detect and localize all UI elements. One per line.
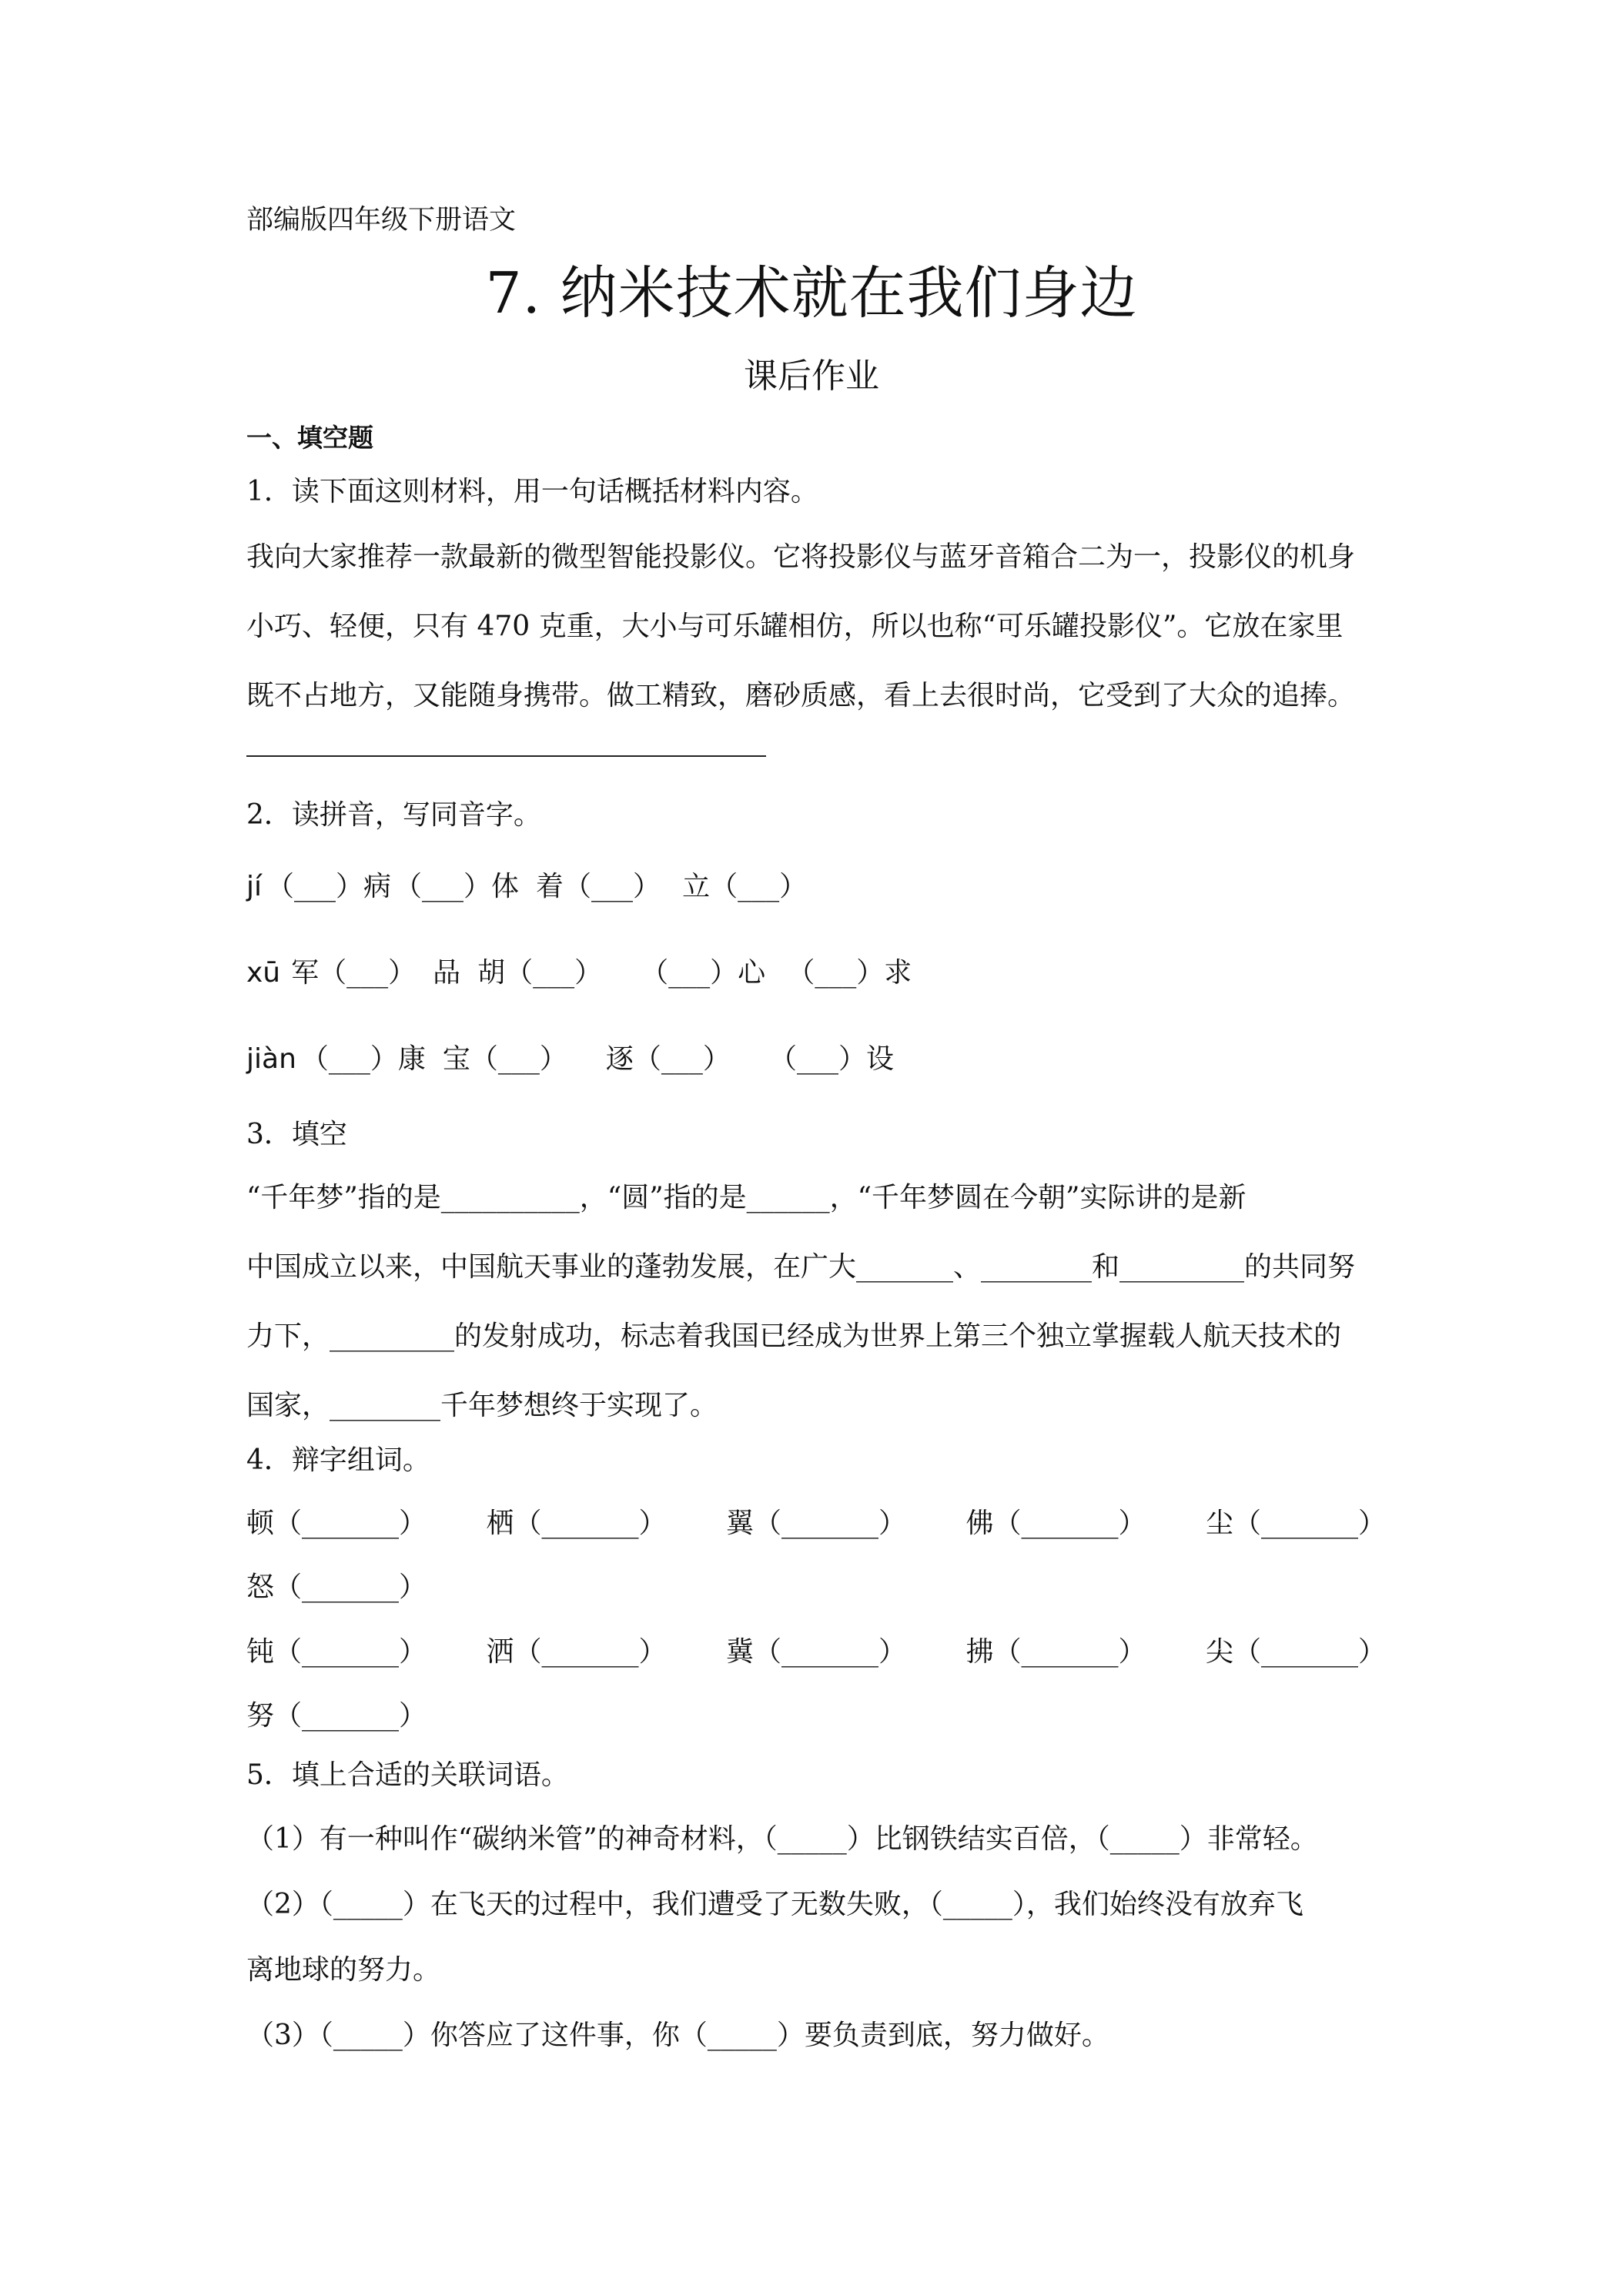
blank-item[interactable]: （___）设 — [768, 1043, 894, 1075]
pinyin-label: jí — [246, 871, 263, 902]
blank-item[interactable]: 逐（___） — [605, 1043, 731, 1075]
q1-answer-line[interactable] — [246, 755, 766, 757]
blank-item[interactable]: （___）病 — [266, 871, 392, 902]
blank-item[interactable]: （___）康 — [300, 1043, 426, 1075]
q4-row — [246, 1630, 1386, 1669]
q2-row-ji — [246, 865, 807, 904]
blank-item[interactable]: 胡（___） — [477, 957, 603, 989]
word-pair-item[interactable]: 尘（_______） — [1205, 1508, 1386, 1539]
word-pair-item[interactable]: 努（_______） — [246, 1700, 427, 1732]
blank-item[interactable]: 宝（___） — [442, 1043, 567, 1075]
q1-passage-line: 小巧、轻便，只有 470 克重，大小与可乐罐相仿，所以也称“可乐罐投影仪”。它放在家里 — [246, 611, 1344, 642]
blank-item[interactable]: 立（___） — [682, 871, 808, 902]
q2-row-jian — [246, 1037, 894, 1076]
blank-item[interactable]: 着（___） — [536, 871, 661, 902]
pinyin-label: xū — [246, 957, 281, 989]
page-title: 7. 纳米技术就在我们身边 — [485, 260, 1138, 326]
word-pair-item[interactable]: 尖（_______） — [1205, 1636, 1386, 1668]
q5-line[interactable]: （1）有一种叫作“碳纳米管”的神奇材料，（_____）比钢铁结实百倍，（_____）非常轻。 — [246, 1823, 1318, 1855]
q1-passage-line: 既不占地方，又能随身携带。做工精致，磨砂质感，看上去很时尚，它受到了大众的追捧。 — [246, 680, 1356, 711]
word-pair-item[interactable]: 翼（_______） — [725, 1508, 906, 1539]
blank-item[interactable]: 军（___） — [291, 957, 417, 989]
q3-line[interactable]: 中国成立以来，中国航天事业的蓬勃发展，在广大_______、________和_________的共同努 — [246, 1251, 1356, 1283]
blank-item[interactable]: （___）心 — [641, 957, 766, 989]
q4-row — [246, 1501, 1386, 1541]
word-pair-item[interactable]: 洒（_______） — [486, 1636, 667, 1668]
word-pair-item[interactable]: 拂（_______） — [965, 1636, 1146, 1668]
word-pair-item[interactable]: 冀（_______） — [725, 1636, 906, 1668]
q5-line[interactable]: （3）（_____）你答应了这件事，你（_____）要负责到底，努力做好。 — [246, 2020, 1109, 2051]
q3-stem: 3．填空 — [246, 1119, 347, 1150]
blank-item: 品 — [433, 957, 461, 989]
q3-line[interactable]: “千年梦”指的是__________，“圆”指的是______，“千年梦圆在今朝”实际讲的是新 — [246, 1182, 1247, 1213]
q4-stem: 4．辩字组词。 — [246, 1444, 430, 1476]
blank-item[interactable]: （___）求 — [787, 957, 912, 989]
q3-line[interactable]: 力下，_________的发射成功，标志着我国已经成为世界上第三个独立掌握载人航天技术的 — [246, 1320, 1342, 1352]
q5-stem: 5．填上合适的关联词语。 — [246, 1759, 569, 1791]
q5-line[interactable]: （2）（_____）在飞天的过程中，我们遭受了无数失败，（_____），我们始终没有放弃飞 — [246, 1889, 1303, 1920]
q2-stem: 2．读拼音，写同音字。 — [246, 799, 541, 831]
word-pair-item[interactable]: 钝（_______） — [246, 1636, 427, 1668]
q2-row-xu — [246, 951, 912, 990]
section-heading-fill-in: 一、填空题 — [246, 423, 373, 453]
word-pair-item[interactable]: 佛（_______） — [965, 1508, 1146, 1539]
blank-item[interactable]: （___）体 — [394, 871, 520, 902]
q3-line[interactable]: 国家，________千年梦想终于实现了。 — [246, 1390, 718, 1421]
textbook-series: 部编版四年级下册语文 — [246, 205, 517, 236]
word-pair-item[interactable]: 栖（_______） — [486, 1508, 667, 1539]
pinyin-label: jiàn — [246, 1043, 296, 1075]
word-pair-item[interactable]: 顿（_______） — [246, 1508, 427, 1539]
page-subtitle: 课后作业 — [744, 356, 879, 396]
q1-stem: 1．读下面这则材料，用一句话概括材料内容。 — [246, 476, 818, 507]
q5-line: 离地球的努力。 — [246, 1954, 441, 1986]
word-pair-item[interactable]: 怒（_______） — [246, 1571, 427, 1603]
q1-passage-line: 我向大家推荐一款最新的微型智能投影仪。它将投影仪与蓝牙音箱合二为一，投影仪的机身 — [246, 541, 1356, 573]
